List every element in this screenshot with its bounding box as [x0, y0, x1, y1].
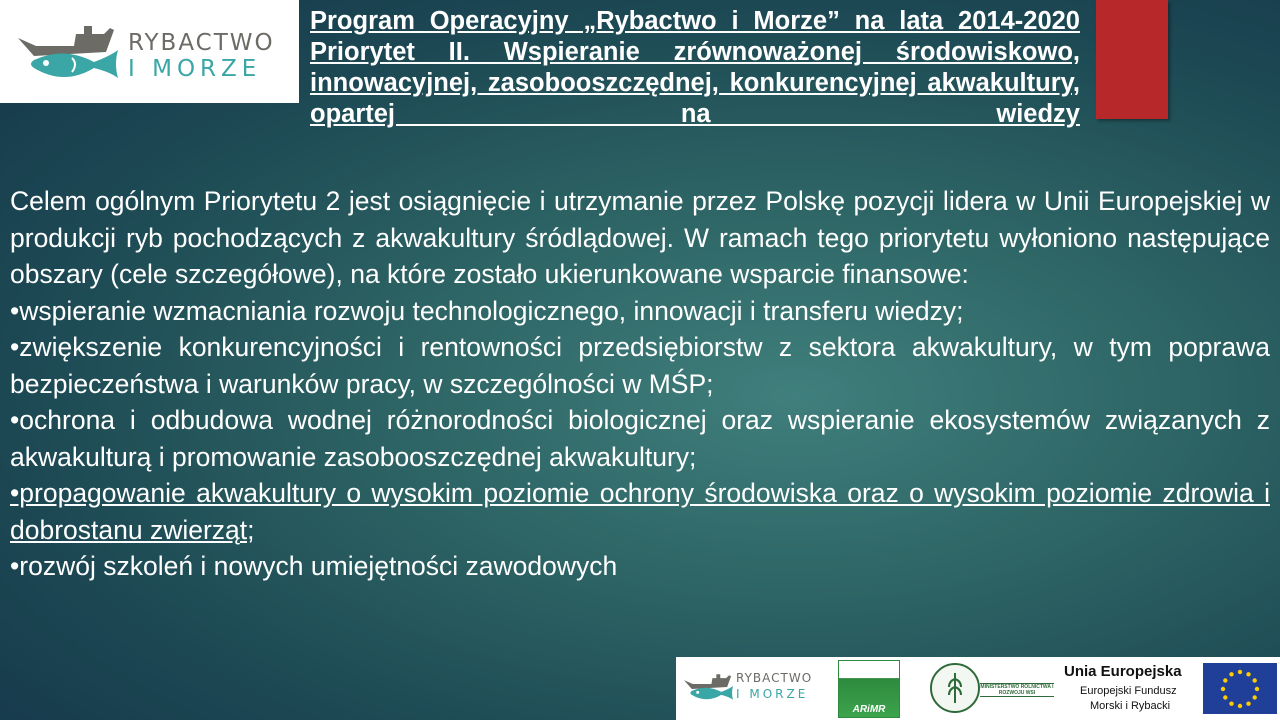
footer-logo-text-line2: I MORZE [736, 687, 809, 701]
bullet-item: •ochrona i odbudowa wodnej różnorodności biologicznej oraz wspieranie ekosystemów związanych z akwakulturą i promowanie zasobooszczędnej akwakultury; [10, 405, 1270, 472]
eu-flag-icon [1203, 663, 1277, 714]
eu-fund-line1: Europejski Fundusz [1080, 685, 1177, 697]
arimr-logo [838, 660, 900, 718]
arimr-label: ARiMR [852, 704, 886, 715]
bullet-item: •wspieranie wzmacniania rozwoju technologicznego, innowacji i transferu wiedzy; [10, 295, 964, 326]
logo-text-line1: RYBACTWO [128, 30, 275, 56]
fish-boat-icon [14, 16, 120, 88]
ministry-label: MINISTERSTWO ROLNICTWA I ROZWOJU WSI [980, 684, 1054, 696]
logo-text-line2: I MORZE [128, 56, 262, 82]
ministry-seal-icon [930, 663, 980, 713]
bullet-item-underlined: •propagowanie akwakultury o wysokim poziomie ochrony środowiska oraz o wysokim poziomie zdrowia i dobrostanu zwierząt; [10, 478, 1270, 545]
eu-fund-line2: Morski i Rybacki [1090, 700, 1171, 712]
bullet-item: •zwiększenie konkurencyjności i rentowności przedsiębiorstw z sektora akwakultury, w tym poprawa bezpieczeństwa i warunków pracy, w szczególności w MŚP; [10, 332, 1270, 399]
red-accent-block [1096, 0, 1168, 119]
page-title: Program Operacyjny „Rybactwo i Morze” na lata 2014-2020 Priorytet II. Wspieranie zrównoważonej środowiskowo, innowacyjnej, zasobooszczędnej, konkurencyjnej akwakultury, opartej na wiedzy [310, 7, 1080, 128]
footer-logo-text-line1: RYBACTWO [736, 671, 813, 685]
footer-logos [676, 657, 1280, 720]
fish-boat-icon [682, 669, 734, 705]
intro-paragraph: Celem ogólnym Priorytetu 2 jest osiągnięcie i utrzymanie przez Polskę pozycji lidera w Unii Europejskiej w produkcji ryb pochodzących z akwakultury śródlądowej. W ramach tego priorytetu wyłoniono następujące obszary (cele szczegółowe), na które zostało ukierunkowane wsparcie finansowe: [10, 186, 1270, 289]
content-body [10, 183, 1270, 585]
eu-title: Unia Europejska [1064, 663, 1182, 680]
bullet-item: •rozwój szkoleń i nowych umiejętności zawodowych [10, 551, 618, 581]
wheat-icon [932, 665, 978, 711]
header-logo [0, 0, 299, 103]
